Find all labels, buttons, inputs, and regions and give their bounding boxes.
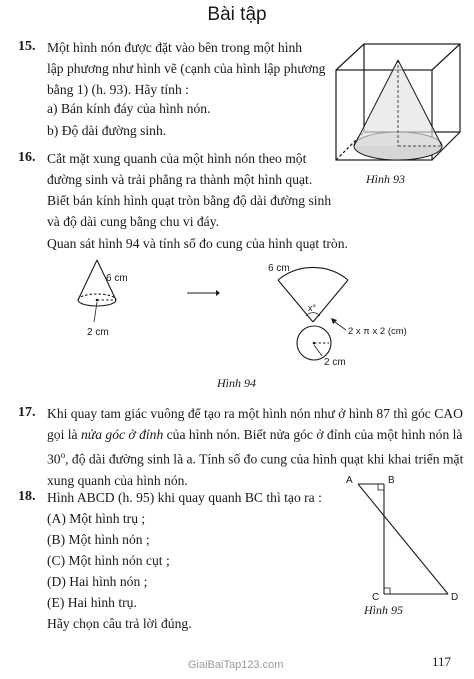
problem-16-line-3: Biết bán kính hình quạt tròn bằng độ dài đường sinh <box>47 193 332 208</box>
figure-95-trapezoid <box>340 470 465 610</box>
page-header: Bài tập <box>207 4 267 25</box>
vertex-b-label: B <box>388 475 395 486</box>
problem-18-number: 18. <box>18 489 36 504</box>
option-b: (B) Một hình nón ; <box>47 532 150 547</box>
problem-15-line-2: lập phương như hình vẽ (cạnh của hình lập phương <box>47 61 326 76</box>
problem-17-line-1: Khi quay tam giác vuông để tạo ra một hình nón như ở hình 87 thì góc CAO <box>47 406 463 421</box>
option-d: (D) Hai hình nón ; <box>47 574 148 589</box>
problem-17-number: 17. <box>18 405 36 420</box>
option-c: (C) Một hình nón cụt ; <box>47 553 170 568</box>
problem-17-line-2a: gọi là <box>47 427 81 442</box>
figure-93-cube-cone <box>332 40 464 165</box>
problem-15-text <box>47 37 325 100</box>
problem-17-emphasis: nửa góc ở đỉnh <box>80 427 164 442</box>
problem-17-line-2 <box>47 424 467 445</box>
problem-17-line-4: xung quanh của hình nón. <box>47 472 188 488</box>
sector-arc-length-label: 2 x π x 2 (cm) <box>348 326 407 337</box>
vertex-c-label: C <box>372 592 380 603</box>
problem-16-line-2: đường sinh và trải phẳng ra thành một hình quạt. <box>47 172 313 187</box>
problem-17-line-2b: của hình nón. Biết nửa góc ở đỉnh của một hình nón là <box>163 427 463 442</box>
problem-17-line-3 <box>47 445 467 470</box>
sector-radius-label: 6 cm <box>268 263 290 274</box>
problem-18-options <box>47 508 170 613</box>
problem-16-line-4: và độ dài cung bằng chu vi đáy. <box>47 214 220 229</box>
problem-17-degree: o <box>60 450 66 460</box>
problem-15-number: 15. <box>18 39 36 54</box>
figure-95-caption: Hình 95 <box>364 603 403 617</box>
problem-15-line-3: bằng 1) (h. 93). Hãy tính : <box>47 82 189 97</box>
problem-15-line-1: Một hình nón được đặt vào bên trong một hình <box>47 40 303 55</box>
option-e: (E) Hai hình trụ. <box>47 595 137 610</box>
problem-16-text <box>47 148 331 232</box>
vertex-a-label: A <box>346 475 353 486</box>
problem-16-number: 16. <box>18 150 36 165</box>
problem-15-part-a: a) Bán kính đáy của hình nón. <box>47 101 211 116</box>
cone-radius-label: 2 cm <box>87 327 109 338</box>
figure-93-caption: Hình 93 <box>366 172 405 186</box>
page-number: 117 <box>432 654 452 669</box>
circle-radius-label: 2 cm <box>324 357 346 368</box>
cone-slant-label: 6 cm <box>106 273 128 284</box>
option-a: (A) Một hình trụ ; <box>47 511 146 526</box>
problem-18-closing: Hãy chọn câu trả lời đúng. <box>47 616 192 631</box>
problem-17-line-3b: , độ dài đường sinh là a. Tính số đo cung của hình quạt khi khai triển mặt <box>65 451 464 467</box>
vertex-d-label: D <box>451 592 459 603</box>
problem-16-observe: Quan sát hình 94 và tính số đo cung của hình quạt tròn. <box>47 236 348 251</box>
problem-18-intro: Hình ABCD (h. 95) khi quay quanh BC thì tạo ra : <box>47 490 322 505</box>
figure-94-cone <box>70 256 150 346</box>
figure-94-caption: Hình 94 <box>217 376 256 390</box>
problem-17-angle-value: 30 <box>47 451 61 467</box>
sector-angle-label: x° <box>308 303 317 313</box>
problem-15-part-b: b) Độ dài đường sinh. <box>47 123 167 138</box>
problem-16-line-1: Cắt mặt xung quanh của một hình nón theo một <box>47 151 307 166</box>
watermark: GiaiBaiTap123.com <box>188 659 284 671</box>
unfold-arrow <box>186 288 220 298</box>
figure-94-sector <box>262 258 422 373</box>
